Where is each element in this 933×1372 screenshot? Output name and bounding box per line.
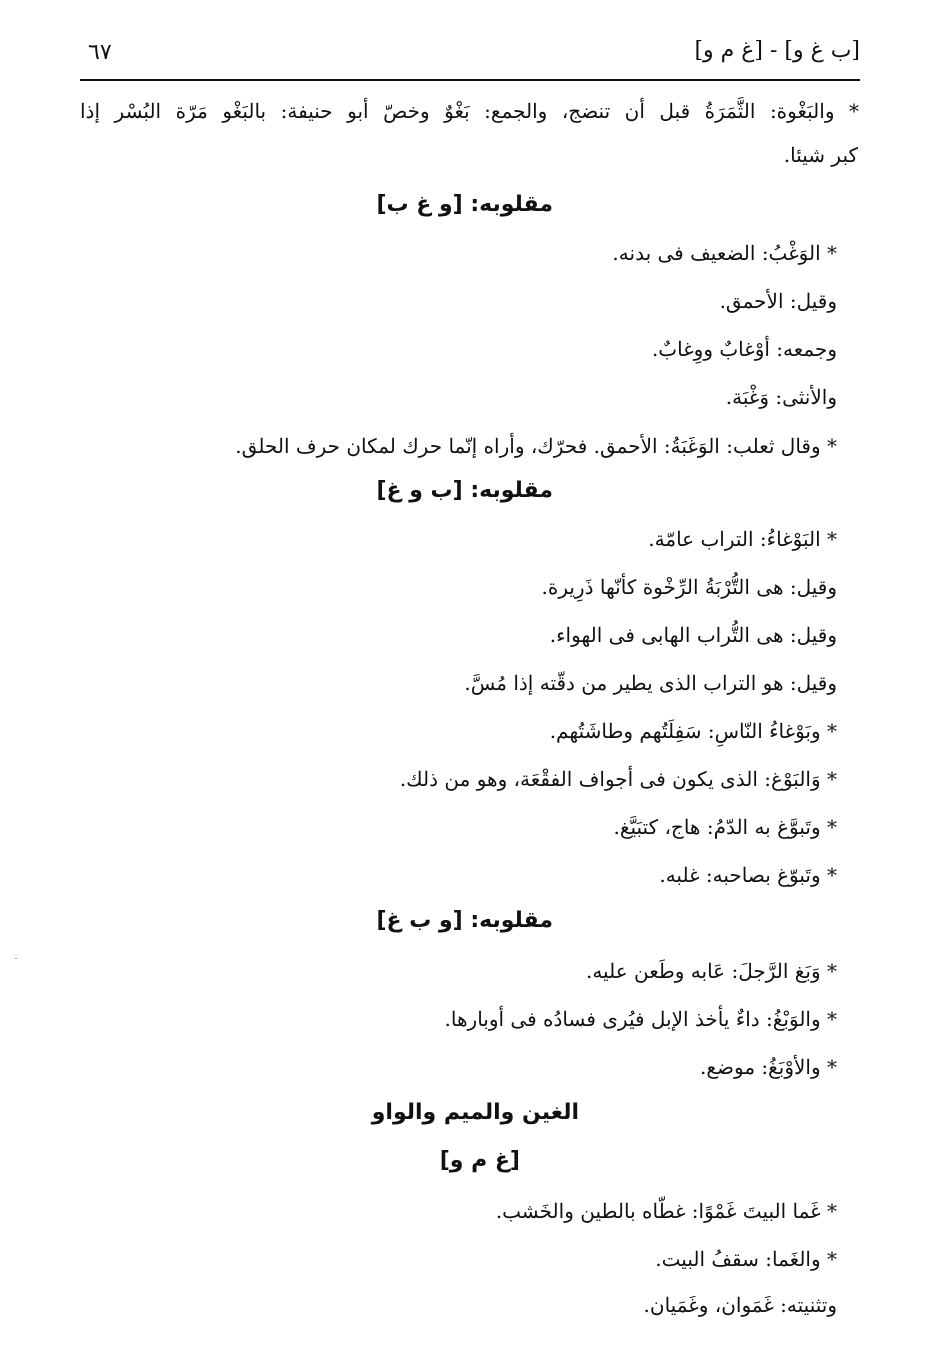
text-line: وقيل: هى التُّرْبَةُ الرِّخْوة كأنّها ذَرِيرة. — [541, 575, 837, 599]
text-line: * البَوْغاءُ: التراب عامّة. — [648, 527, 837, 551]
running-head: [ب غ و] - [غ م و] — [694, 38, 860, 63]
subsection-heading: [غ م و] — [439, 1148, 520, 1173]
page-header — [80, 36, 860, 76]
text-line: وقيل: هو التراب الذى يطير من دقّته إذا مُسَّ. — [464, 671, 837, 695]
text-line: وتثنيته: غَمَوان، وغَمَيان. — [643, 1293, 837, 1317]
margin-mark — [15, 958, 17, 959]
page-number: ٦٧ — [88, 40, 112, 65]
text-line: وجمعه: أوْغابٌ ووِغابٌ. — [651, 337, 837, 361]
text-line: * وبَوْغاءُ النّاسِ: سَفِلَتُهم وطاشَتُهم. — [549, 719, 837, 743]
text-line: * وَالبَوْغ: الذى يكون فى أجواف الفقْعَة، وهو من ذلك. — [399, 767, 837, 791]
header-rule — [80, 79, 860, 81]
text-line: * غَما البيتَ غَمْوًا: غطّاه بالطين والخَشب. — [495, 1199, 837, 1223]
section-heading: الغين والميم والواو — [371, 1100, 579, 1125]
text-line: * الوَغْبُ: الضعيف فى بدنه. — [612, 241, 837, 265]
text-line: * والوَبْغُ: داءٌ يأخذ الإبل فيُرى فسادُه فى أوبارها. — [444, 1007, 837, 1031]
heading-maqlub-bwg: مقلوبه: [ب و غ] — [376, 478, 553, 503]
text-line: * وقال ثعلب: الوَغَبَةُ: الأحمق. فحرّك، وأراه إنّما حرك لمكان حرف الحلق. — [235, 434, 837, 458]
text-line: كبر شيئا. — [783, 143, 858, 167]
text-line: وقيل: هى التُّراب الهابى فى الهواء. — [549, 623, 837, 647]
heading-maqlub-wbg: مقلوبه: [و ب غ] — [376, 908, 553, 933]
heading-maqlub-wgb: مقلوبه: [و غ ب] — [376, 192, 553, 217]
text-line: * والبَغْوة: الثَّمَرَةُ قبل أن تنضج، والجمع: بَغْوٌ وخصّ أبو حنيفة: بالبَغْو مَرّة البُسْر إذا — [80, 99, 859, 123]
text-line: * والأوْبَغُ: موضع. — [700, 1055, 837, 1079]
text-line: * وتَبوّغ بصاحبه: غلبه. — [659, 863, 837, 887]
text-line: وقيل: الأحمق. — [719, 289, 837, 313]
text-line: * وتَبوَّغ به الدّمُ: هاج، كتبَيَّغ. — [613, 815, 837, 839]
text-line: * وَبَغ الرَّجلَ: عَابه وطَعن عليه. — [585, 959, 837, 983]
text-line: * والغَما: سقفُ البيت. — [655, 1247, 837, 1271]
text-line: والأنثى: وَغْبَة. — [725, 385, 837, 409]
